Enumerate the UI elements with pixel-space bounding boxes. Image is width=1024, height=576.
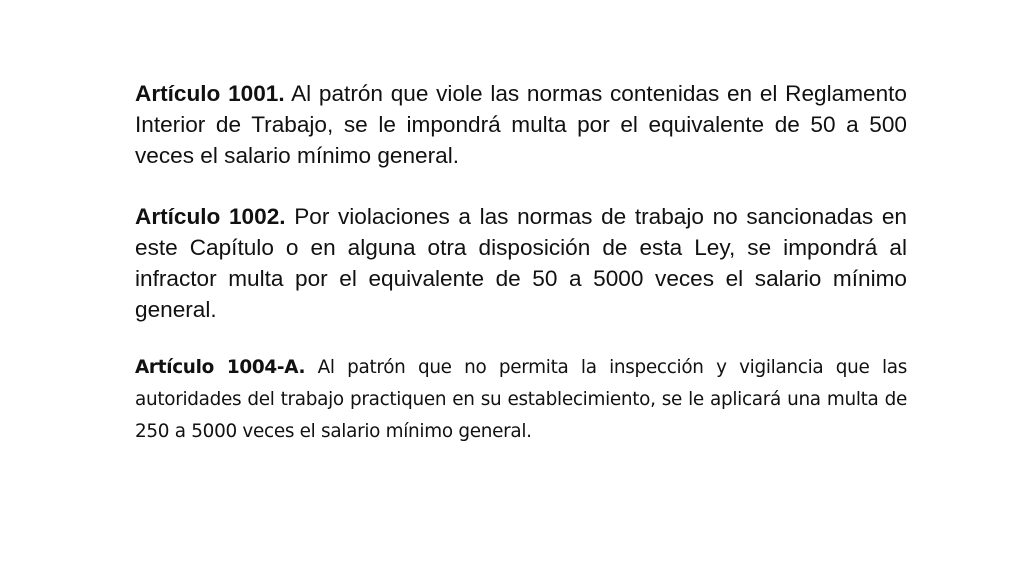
article-1002 (135, 201, 907, 325)
article-heading: Artículo 1002. (135, 204, 286, 229)
article-body: Por violaciones a las normas de trabajo no sancionadas en este Capítulo o en alguna otra disposición de esta Ley, se impondrá al infractor multa por el equivalente de 50 a 5000 veces el salario mínimo general. (135, 204, 907, 322)
article-1004-a (135, 352, 907, 448)
article-1001 (135, 78, 907, 171)
article-body: Al patrón que no permita la inspección y vigilancia que las autoridades del trabajo practiquen en su establecimiento, se le aplicará una multa de 250 a 5000 veces el salario mínimo general. (135, 357, 908, 442)
article-heading: Artículo 1001. (135, 81, 285, 106)
article-body: Al patrón que viole las normas contenidas en el Reglamento Interior de Trabajo, se le impondrá multa por el equivalente de 50 a 500 veces el salario mínimo general. (135, 81, 907, 168)
article-heading: Artículo 1004-A. (135, 357, 306, 378)
